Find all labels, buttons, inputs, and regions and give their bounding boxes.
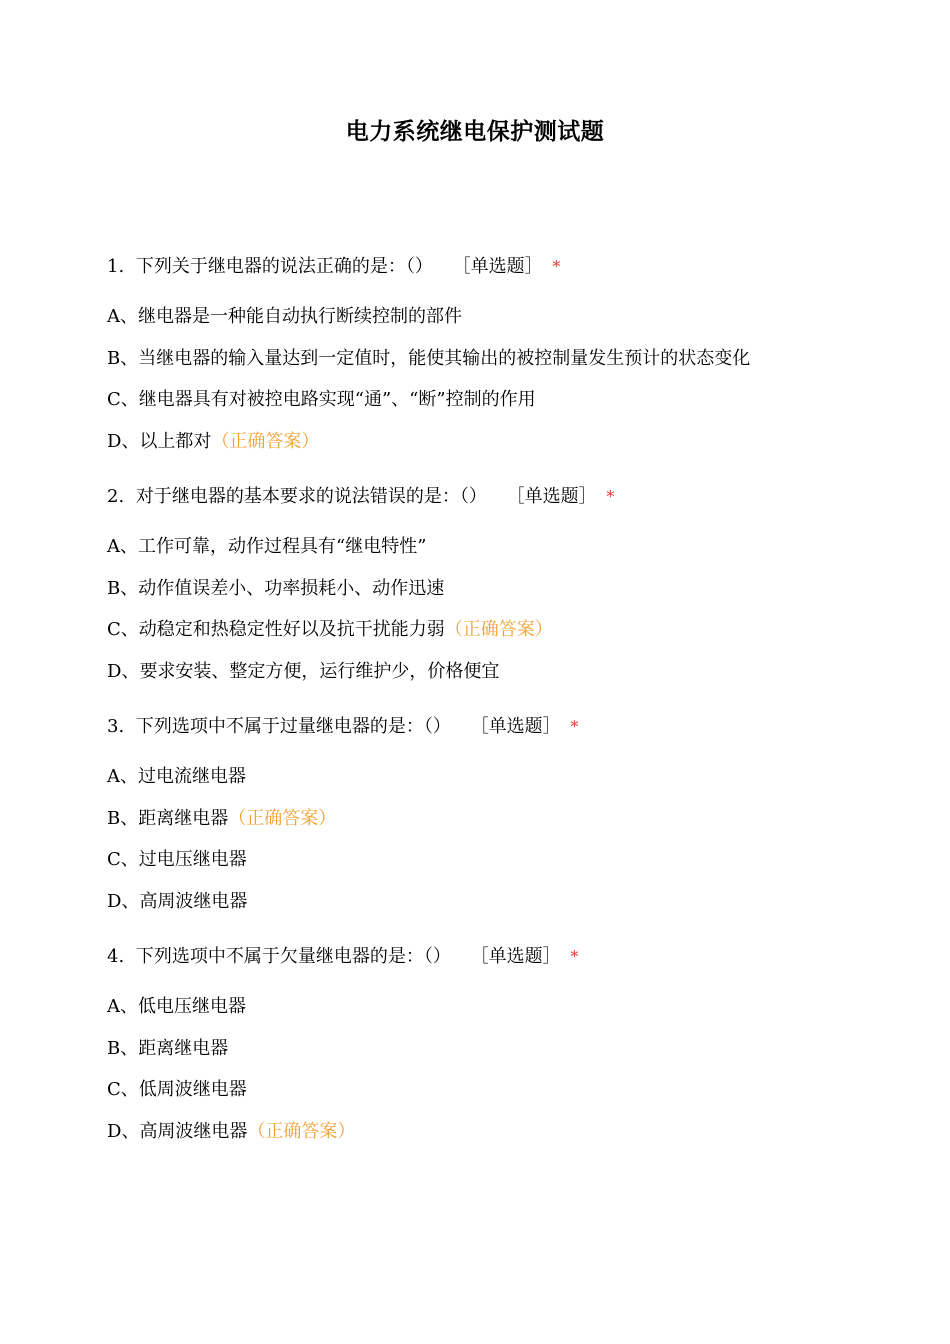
option-text: 以上都对	[139, 430, 212, 452]
option-text: 距离继电器	[138, 807, 229, 829]
option-text: 动作值误差小、功率损耗小、动作迅速	[138, 577, 445, 599]
question-number: 4.	[107, 946, 125, 967]
option-b: B、当继电器的输入量达到一定值时，能使其输出的被控制量发生预计的状态变化	[107, 347, 751, 369]
option-text: 继电器具有对被控电路实现“通”、“断”控制的作用	[138, 389, 536, 410]
question-text: 下列关于继电器的说法正确的是：（）	[135, 256, 433, 277]
correct-answer-mark: （正确答案）	[211, 430, 320, 452]
option-text: 过电流继电器	[138, 766, 246, 787]
option-label: C	[107, 1079, 121, 1100]
question-stem	[107, 476, 867, 518]
option-label: C	[107, 389, 121, 410]
correct-answer-mark: （正确答案）	[444, 619, 553, 640]
required-mark: *	[606, 487, 615, 506]
option-label: C	[107, 849, 121, 870]
question-1	[107, 246, 867, 462]
correct-answer-mark: （正确答案）	[247, 1120, 356, 1142]
option-text: 高周波继电器	[139, 1120, 248, 1142]
question-type: ［单选题］	[470, 716, 561, 737]
question-number: 2.	[107, 486, 125, 507]
question-4	[107, 936, 867, 1152]
question-type: ［单选题］	[452, 256, 543, 277]
question-number: 3.	[107, 716, 125, 737]
option-b: B、距离继电器（正确答案）	[107, 807, 337, 829]
option-text: 工作可靠，动作过程具有“继电特性”	[138, 536, 427, 557]
option-label: B	[107, 807, 121, 829]
option-label: D	[107, 430, 122, 452]
option-c: C、过电压继电器	[107, 849, 247, 870]
option-a: A、工作可靠，动作过程具有“继电特性”	[107, 536, 427, 557]
option-d: D、高周波继电器	[107, 890, 248, 912]
required-mark: *	[552, 257, 561, 276]
question-3	[107, 706, 867, 922]
option-label: A	[107, 766, 120, 787]
option-label: B	[107, 1037, 121, 1059]
question-list	[107, 246, 867, 1166]
required-mark: *	[570, 947, 579, 966]
question-stem	[107, 936, 867, 978]
question-2	[107, 476, 867, 692]
option-text: 高周波继电器	[139, 890, 248, 912]
option-label: A	[107, 306, 120, 327]
option-a: A、低电压继电器	[107, 996, 246, 1017]
option-d: D、以上都对（正确答案）	[107, 430, 320, 452]
option-label: D	[107, 1120, 122, 1142]
question-text: 下列选项中不属于欠量继电器的是：（）	[135, 946, 451, 967]
question-type: ［单选题］	[506, 486, 597, 507]
option-c: C、低周波继电器	[107, 1079, 247, 1100]
option-text: 过电压继电器	[138, 849, 247, 870]
question-stem	[107, 706, 867, 748]
option-b: B、距离继电器	[107, 1037, 229, 1059]
option-text: 距离继电器	[138, 1037, 229, 1059]
option-text: 低电压继电器	[138, 996, 246, 1017]
option-label: B	[107, 347, 121, 369]
option-a: A、继电器是一种能自动执行断续控制的部件	[107, 306, 462, 327]
option-c: C、动稳定和热稳定性好以及抗干扰能力弱（正确答案）	[107, 619, 553, 640]
option-d: D、要求安装、整定方便，运行维护少，价格便宜	[107, 660, 500, 682]
option-text: 继电器是一种能自动执行断续控制的部件	[138, 306, 462, 327]
option-label: D	[107, 890, 122, 912]
question-number: 1.	[107, 256, 125, 277]
correct-answer-mark: （正确答案）	[228, 807, 337, 829]
option-label: C	[107, 619, 121, 640]
option-label: B	[107, 577, 121, 599]
question-stem	[107, 246, 867, 288]
option-text: 低周波继电器	[138, 1079, 247, 1100]
option-b: B、动作值误差小、功率损耗小、动作迅速	[107, 577, 445, 599]
option-c: C、继电器具有对被控电路实现“通”、“断”控制的作用	[107, 389, 536, 410]
question-text: 下列选项中不属于过量继电器的是：（）	[135, 716, 451, 737]
option-a: A、过电流继电器	[107, 766, 246, 787]
required-mark: *	[570, 717, 579, 736]
option-label: D	[107, 660, 122, 682]
page-title: 电力系统继电保护测试题	[345, 119, 605, 145]
option-text: 要求安装、整定方便，运行维护少，价格便宜	[139, 660, 500, 682]
option-text: 当继电器的输入量达到一定值时，能使其输出的被控制量发生预计的状态变化	[138, 347, 751, 369]
question-type: ［单选题］	[470, 946, 561, 967]
option-label: A	[107, 996, 120, 1017]
question-text: 对于继电器的基本要求的说法错误的是：（）	[135, 486, 487, 507]
option-label: A	[107, 536, 120, 557]
option-d: D、高周波继电器（正确答案）	[107, 1120, 356, 1142]
option-text: 动稳定和热稳定性好以及抗干扰能力弱	[138, 619, 445, 640]
